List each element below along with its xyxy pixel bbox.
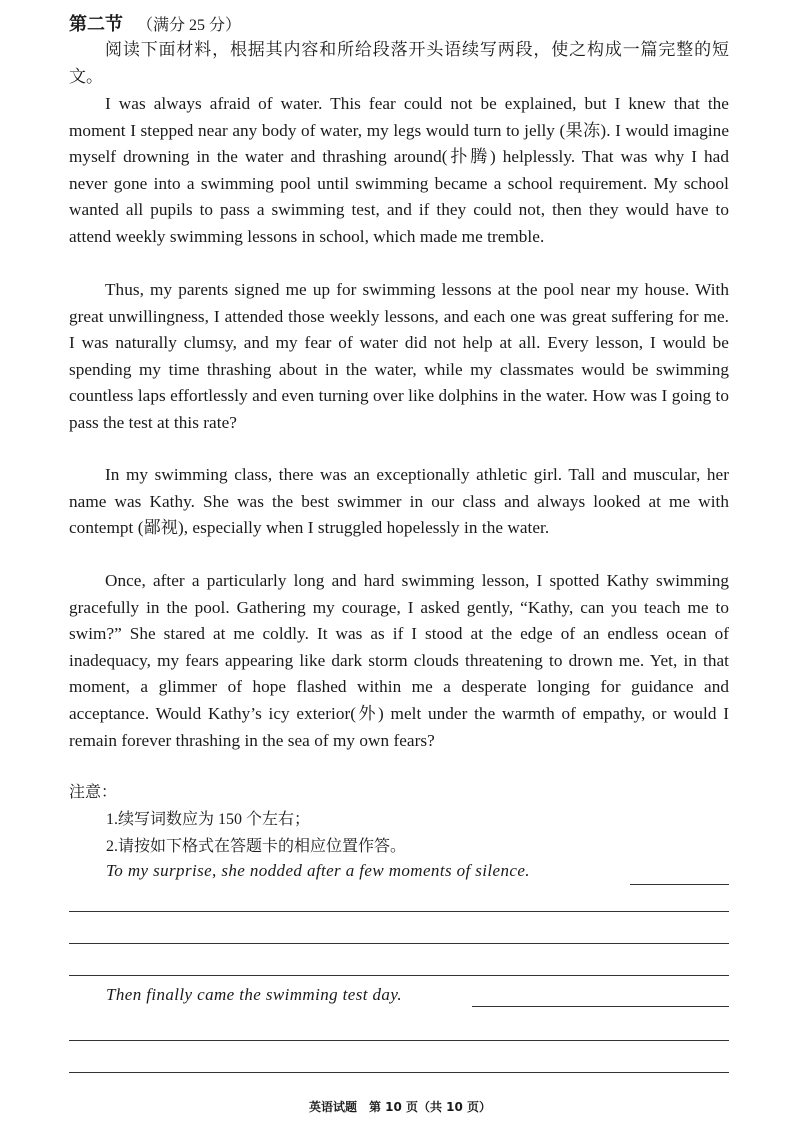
page-footer: 英语试题 第 10 页（共 10 页） [308, 1100, 492, 1114]
passage-paragraph-1: I was always afraid of water. This fear could not be explained, but I knew that the moment I stepped near any body of water, my legs would turn to jelly (果冻). I would imagine myself drowning in the water and thrashing around(扑腾) helplessly. That was why I had never gone into a swimming pool until swimming became a school requirement. My school wanted all pupils to pass a swimming test, and if they could not, then they would have to attend weekly swimming lessons in school, which made me tremble. [69, 94, 729, 246]
notes-title: 注意： [69, 784, 118, 801]
answer-line [69, 1040, 729, 1041]
answer-line [630, 884, 729, 885]
answer-line [69, 975, 729, 976]
section-title: 第二节 [69, 14, 123, 35]
paragraph-starter-1: To my surprise, she nodded after a few moments of silence. [106, 861, 530, 880]
section-points: （满分 25 分） [137, 17, 242, 34]
passage-paragraph-4: Once, after a particularly long and hard swimming lesson, I spotted Kathy swimming gracefully in the pool. Gathering my courage, I asked gently, “Kathy, can you teach me to swim?” She stared at me coldly. It was as if I stood at the edge of an endless ocean of inadequacy, my fears appearing like dark storm clouds threatening to drown me. Yet, in that moment, a glimmer of hope flashed within me a desperate longing for guidance and acceptance. Would Kathy’s icy exterior(外) melt under the warmth of empathy, or would I remain forever thrashing in the sea of my own fears? [69, 571, 729, 750]
section-heading [69, 10, 241, 36]
answer-line [69, 911, 729, 912]
answer-line [69, 1072, 729, 1073]
answer-line [472, 1006, 729, 1007]
passage-paragraph-2: Thus, my parents signed me up for swimming lessons at the pool near my house. With great unwillingness, I attended those weekly lessons, and each one was great suffering for me. I was naturally clumsy, and my fear of water did not help at all. Every lesson, I would be spending my time thrashing about in the water, while my classmates would be swimming countless laps effortlessly and even turning over like dolphins in the water. How was I going to pass the test at this rate? [69, 280, 729, 432]
passage-paragraph-3: In my swimming class, there was an exceptionally athletic girl. Tall and muscular, her name was Kathy. She was the best swimmer in our class and always looked at me with contempt (鄙视), especially when I struggled hopelessly in the water. [69, 465, 729, 538]
note-item-1: 1.续写词数应为 150 个左右； [106, 811, 311, 828]
paragraph-starter-2: Then finally came the swimming test day. [106, 985, 402, 1004]
answer-line [69, 943, 729, 944]
instruction-text: 阅读下面材料，根据其内容和所给段落开头语续写两段，使之构成一篇完整的短文。 [69, 40, 729, 86]
note-item-2: 2.请按如下格式在答题卡的相应位置作答。 [106, 838, 407, 855]
